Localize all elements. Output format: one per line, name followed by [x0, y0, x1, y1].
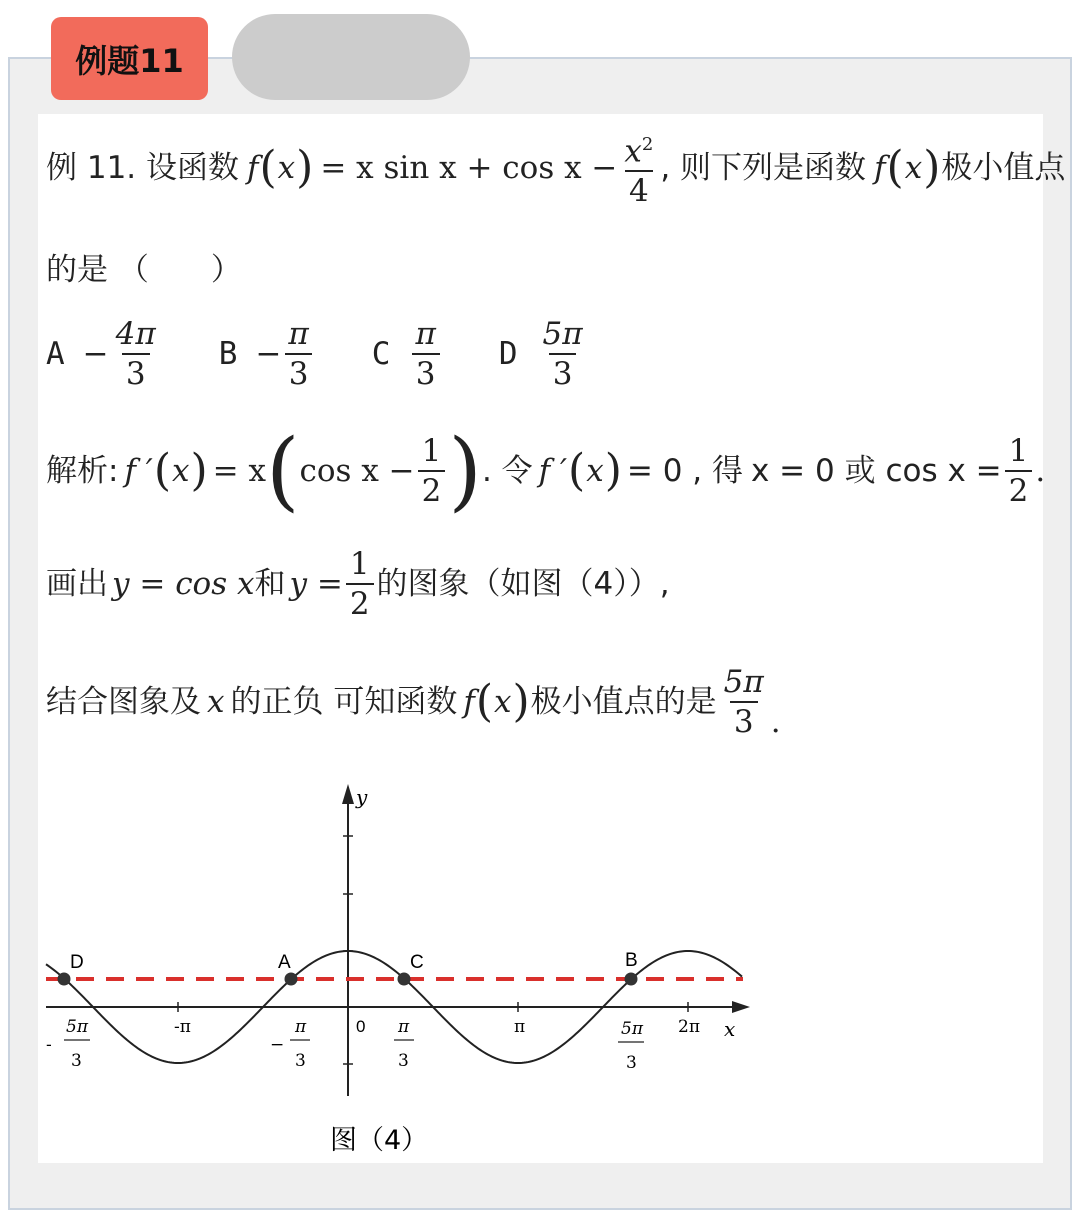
solution-label: 解析:: [46, 453, 119, 489]
cosine-graph: [38, 774, 758, 1163]
svg-text:-: -: [46, 1035, 52, 1055]
solution-line-3: 结合图象及 x 的正负 可知函数 f ( x ) 极小值点的是 $\frac{5\pi}{3}$ .: [46, 664, 781, 740]
tick-neg-pi: -π: [174, 1017, 191, 1037]
svg-text:3: 3: [398, 1051, 409, 1071]
label-c: C: [410, 952, 424, 973]
blank-tab: [232, 14, 470, 100]
label-d: D: [70, 952, 84, 973]
function-name: f: [247, 150, 259, 186]
point-a: [285, 973, 298, 986]
problem-line-1: 例 11. 设函数 f ( x ) = x sin x + cos x − $\frac{x^2}{4}$ , 则下列是函数 f ( x ) 极小值点: [46, 128, 1065, 208]
y-axis-arrow: [342, 784, 354, 804]
label-b: B: [625, 950, 638, 971]
problem-tail-1: , 则下列是函数: [660, 150, 867, 186]
answer-fraction: $\frac{5\pi}{3}$: [723, 664, 764, 740]
option-d[interactable]: D $\frac{5\pi}{3}$: [498, 316, 583, 392]
label-a: A: [278, 952, 291, 973]
svg-text:5π: 5π: [621, 1019, 643, 1039]
tick-5pi-3: [618, 1019, 644, 1073]
tick-pi-3: [394, 1017, 414, 1071]
svg-text:5π: 5π: [66, 1017, 88, 1037]
x-axis-arrow: [732, 1001, 750, 1013]
point-b: [625, 973, 638, 986]
figure-caption: 图（4）: [330, 1125, 429, 1156]
svg-text:π: π: [295, 1017, 307, 1037]
tick-pi: π: [514, 1017, 526, 1037]
problem-card: [38, 114, 1066, 1163]
option-c[interactable]: C $\frac{\pi}{3}$: [372, 317, 443, 391]
solution-line-1: 解析: f ′ ( x ) = x ( cos x − $\frac{1}{2}$ ) . 令 f ′ ( x ) = 0 , 得 x = 0 或 cos x = $\frac{1}{2}$ .: [46, 421, 1046, 521]
point-d: [58, 973, 71, 986]
problem-lead: 例 11. 设函数: [46, 150, 240, 186]
svg-text:3: 3: [626, 1053, 637, 1073]
problem-line-2: 的是 （ ）: [46, 252, 242, 288]
x-axis-label: x: [724, 1017, 736, 1041]
option-a[interactable]: A − $\frac{4\pi}{3}$: [46, 316, 156, 392]
x-squared-over-four: $\frac{x^2}{4}$: [624, 133, 654, 210]
example-title: 例题11: [75, 41, 184, 80]
svg-text:3: 3: [71, 1051, 82, 1071]
problem-tail-2: 极小值点: [941, 150, 1066, 186]
function-arg: x: [277, 150, 296, 186]
svg-text:π: π: [398, 1017, 410, 1037]
tick-neg-pi-3: [270, 1017, 310, 1071]
solution-line-2: 画出 y = cos x 和 y = $\frac{1}{2}$ 的图象（如图（4））,: [46, 546, 670, 622]
option-b[interactable]: B − $\frac{\pi}{3}$: [219, 317, 316, 391]
tick-neg-5pi-3: [46, 1017, 90, 1071]
svg-text:−: −: [270, 1035, 285, 1055]
y-axis-label: y: [356, 785, 368, 809]
tick-two-pi: 2π: [678, 1017, 700, 1037]
answer-options: [46, 314, 646, 394]
point-c: [398, 973, 411, 986]
example-title-badge: [51, 17, 208, 100]
origin-label: 0: [356, 1017, 366, 1036]
function-expression: = x sin x + cos x −: [320, 150, 618, 186]
svg-text:3: 3: [295, 1051, 306, 1071]
